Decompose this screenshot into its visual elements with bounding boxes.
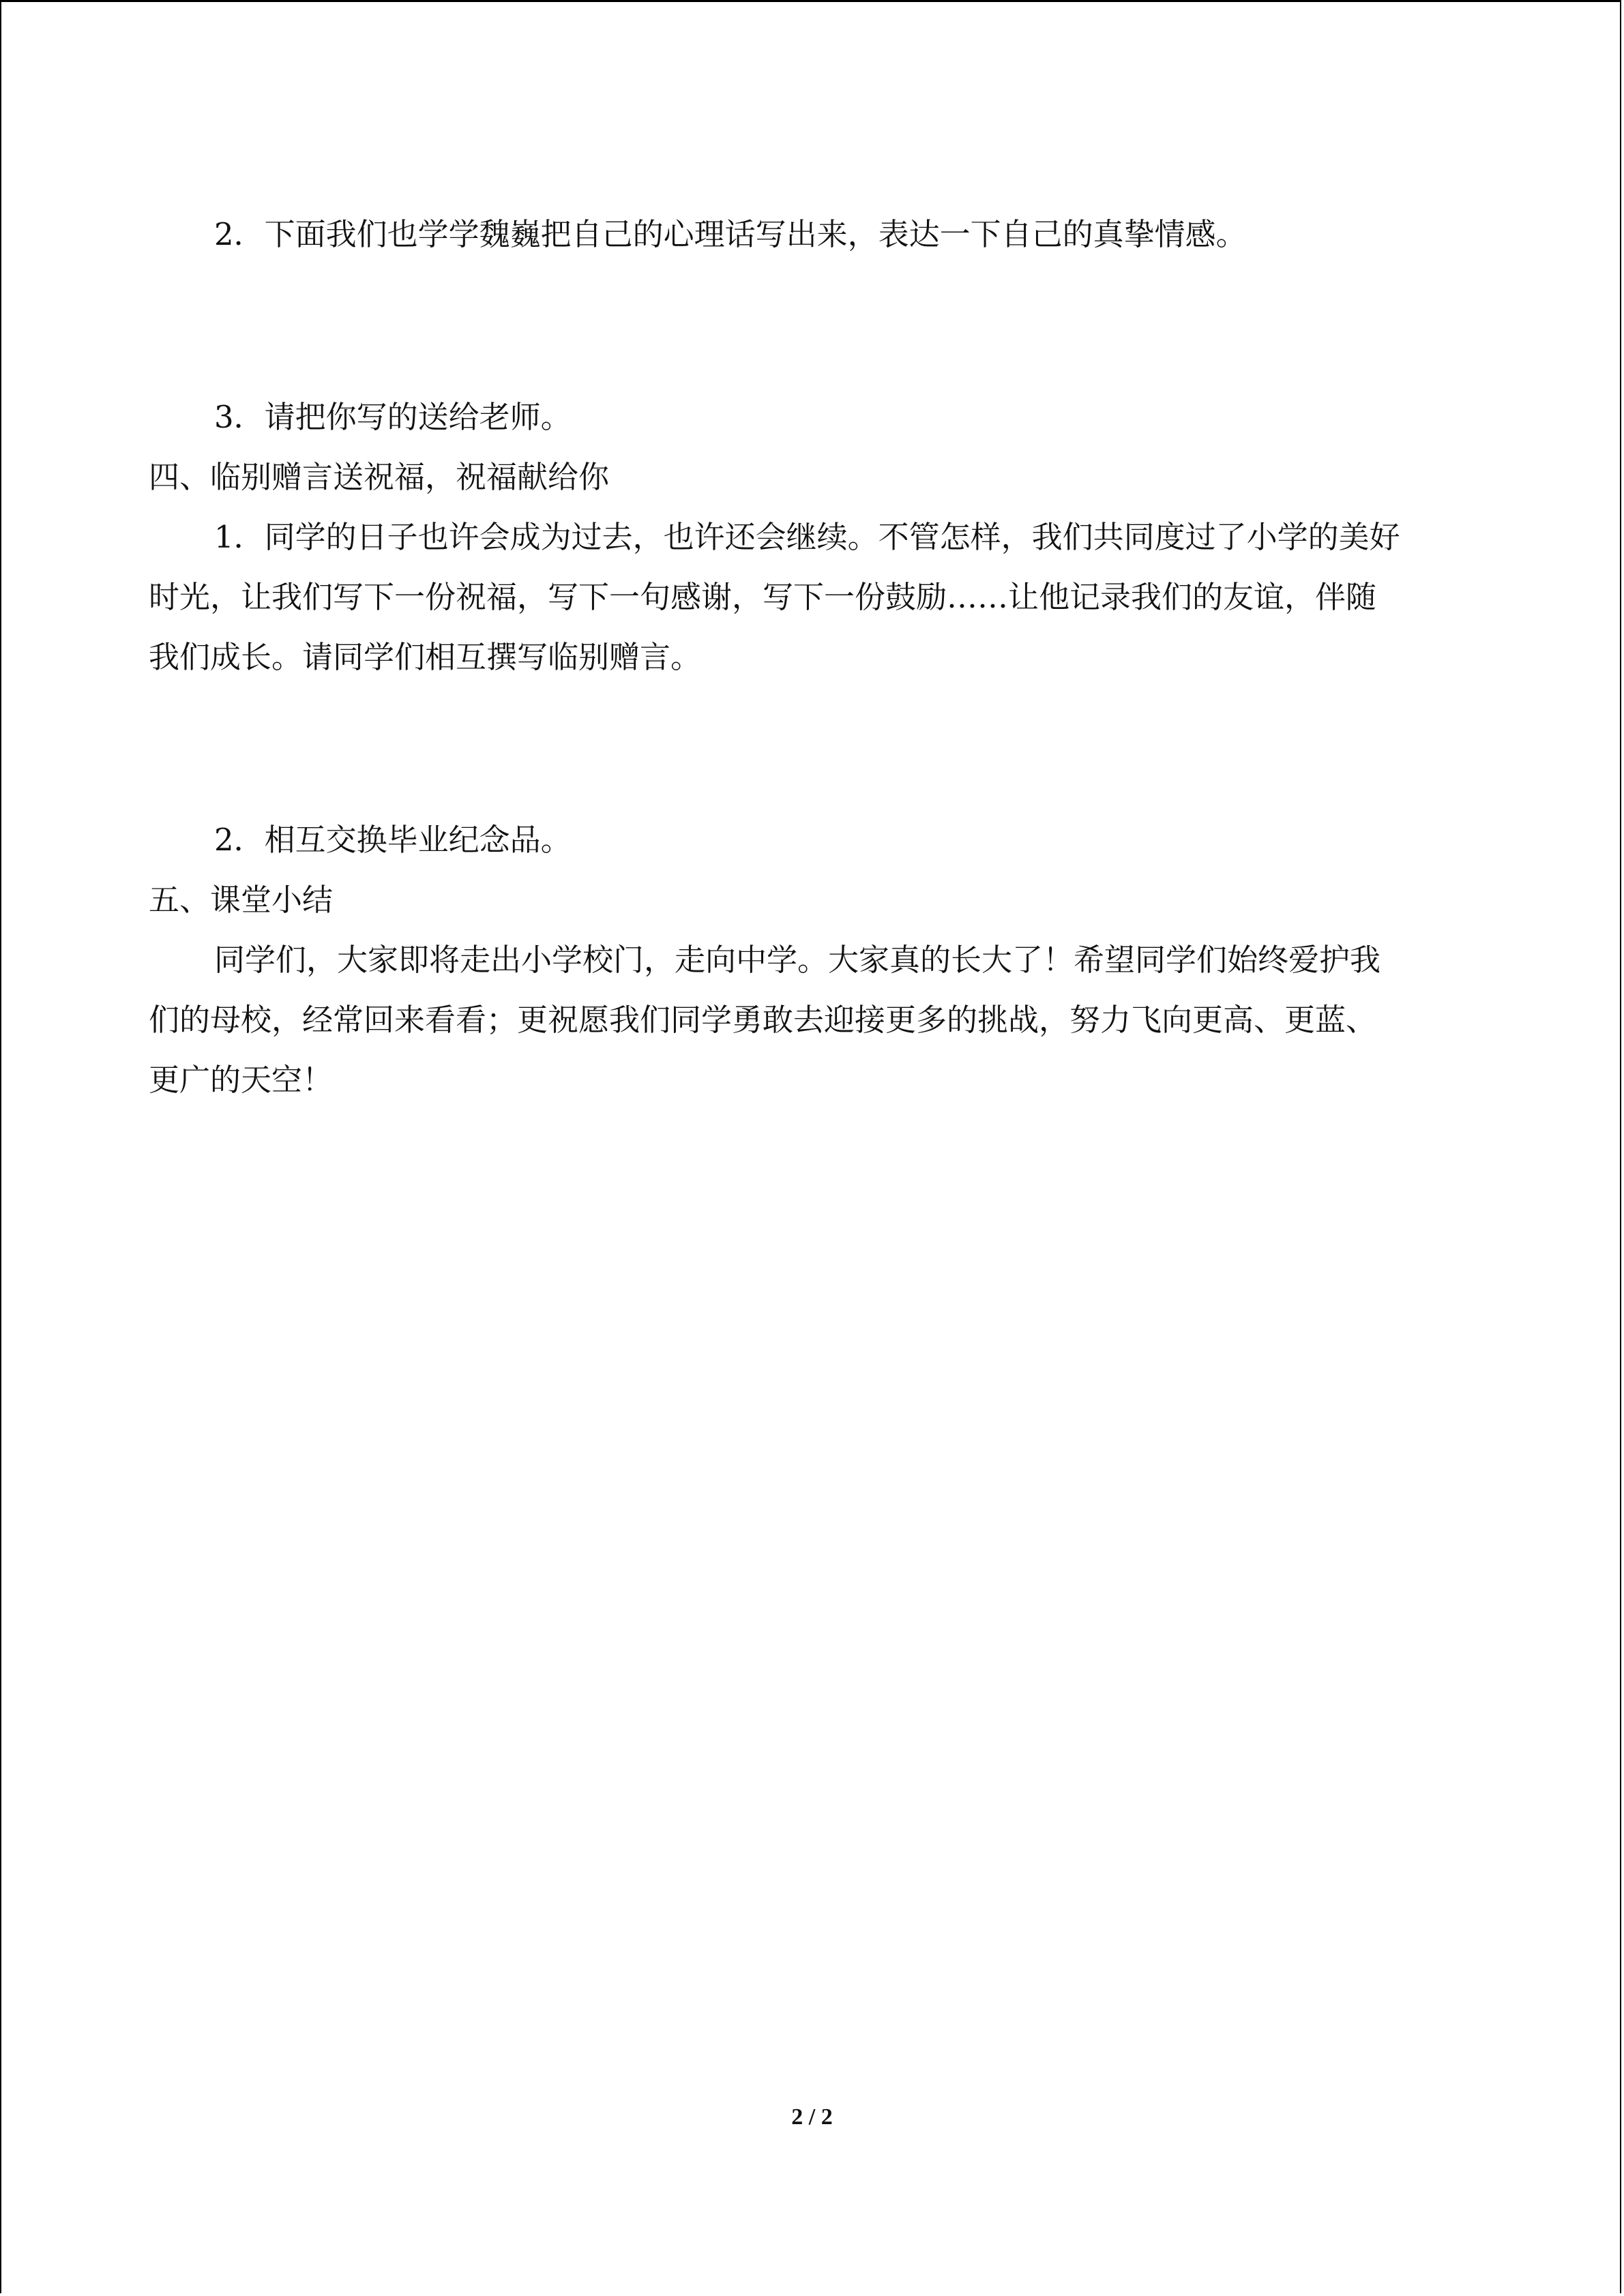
- item-3-give-to-teacher: 3．请把你写的送给老师。: [214, 399, 572, 435]
- paragraph-line: 们的母校，经常回来看看；更祝愿我们同学勇敢去迎接更多的挑战，努力飞向更高、更蓝、: [149, 1002, 1377, 1038]
- paragraph-line: 更广的天空！: [149, 1062, 334, 1098]
- paragraph-line: 同学们，大家即将走出小学校门，走向中学。大家真的长大了！希望同学们始终爱护我: [214, 942, 1381, 978]
- writing-space: [149, 687, 1479, 810]
- paragraph-line: 时光，让我们写下一份祝福，写下一句感谢，写下一份鼓励……让他记录我们的友谊，伴随: [149, 579, 1377, 615]
- document-body: [149, 205, 1479, 1110]
- summary-paragraph: [149, 930, 1479, 1110]
- paragraph-line: 我们成长。请同学们相互撰写临别赠言。: [149, 639, 702, 675]
- paragraph-line: 1．同学的日子也许会成为过去，也许还会继续。不管怎样，我们共同度过了小学的美好: [214, 519, 1400, 555]
- section-5-heading: 五、课堂小结: [149, 882, 334, 918]
- item-2-write-feelings: 2．下面我们也学学魏巍把自己的心理话写出来，表达一下自己的真挚情感。: [214, 216, 1247, 252]
- section-4-heading: 四、临别赠言送祝福，祝福献给你: [149, 459, 610, 495]
- section-4-paragraph: [149, 507, 1479, 687]
- writing-space: [149, 265, 1479, 387]
- page-number: 2 / 2: [791, 2104, 833, 2130]
- item-2-exchange-gifts: 2．相互交换毕业纪念品。: [214, 822, 572, 858]
